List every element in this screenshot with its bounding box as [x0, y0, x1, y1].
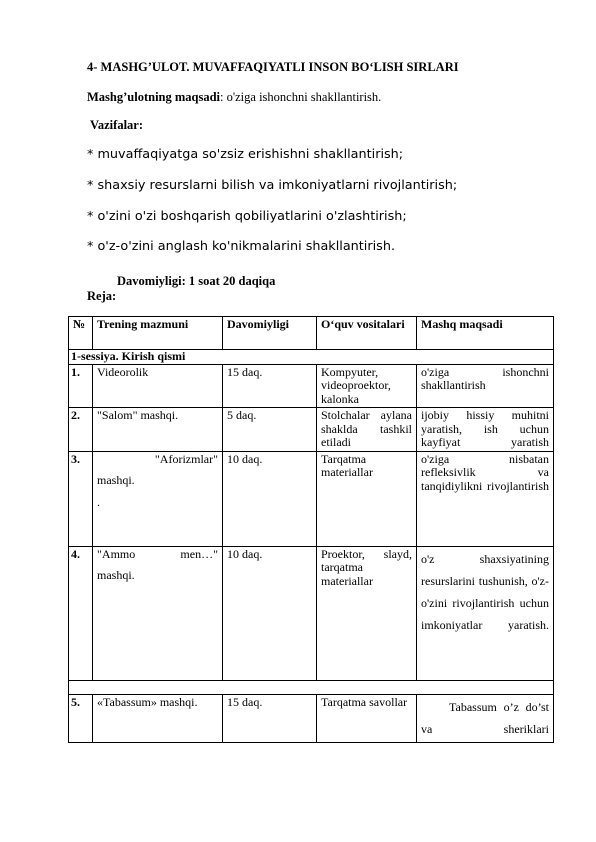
- row-content-line: mashqi.: [97, 473, 135, 487]
- row-content-line: "Ammo men…": [97, 546, 218, 561]
- row-number: 3.: [69, 451, 93, 546]
- task-item: * muvaffaqiyatga so'zsiz erishishni shakllantirish;: [87, 147, 404, 162]
- row-number: 1.: [69, 364, 93, 408]
- task-item: * shaxsiy resurslarni bilish va imkoniyatlarni rivojlantirish;: [87, 178, 458, 193]
- row-tools: Stolchalar aylana shaklda tashkil etiladi: [317, 408, 417, 452]
- row-goal: ijobiy hissiy muhitni yaratish, ish uchun kayfiyat yaratish: [417, 408, 554, 452]
- row-content: Videorolik: [93, 364, 223, 408]
- header-goal: Mashq maqsadi: [417, 317, 554, 350]
- table-row: [69, 364, 554, 408]
- tasks-heading: Vazifalar:: [90, 118, 143, 132]
- row-time: 15 daq.: [223, 364, 317, 408]
- row-tools: Tarqatma savollar: [317, 694, 417, 742]
- table-row: [69, 546, 554, 680]
- table-row: [69, 451, 554, 546]
- plan-label: Reja:: [87, 289, 117, 303]
- goal-label: Mashg’ulotning maqsadi: [87, 90, 221, 104]
- row-goal: o'ziga ishonchni shakllantirish: [417, 364, 554, 408]
- row-time: 15 daq.: [223, 694, 317, 742]
- row-tools: Kompyuter, videoproektor, kalonka: [317, 364, 417, 408]
- plan-table: [68, 316, 554, 743]
- duration: Davomiyligi: 1 soat 20 daqiqa: [117, 274, 276, 288]
- session-title: 1-sessiya. Kirish qismi: [69, 350, 554, 365]
- row-number: 5.: [69, 694, 93, 742]
- row-content-line: "Aforizmlar": [154, 451, 218, 466]
- session-row: [69, 350, 554, 365]
- row-content: "Salom" mashqi.: [93, 408, 223, 452]
- header-number: №: [69, 317, 93, 350]
- lesson-goal: [87, 90, 381, 105]
- table-row: [69, 408, 554, 452]
- row-time: 10 daq.: [223, 451, 317, 546]
- header-tools: O‘quv vositalari: [317, 317, 417, 350]
- row-time: 5 daq.: [223, 408, 317, 452]
- lesson-title: 4- MASHG’ULOT. MUVAFFAQIYATLI INSON BO‘LISH SIRLARI: [87, 60, 459, 74]
- row-number: 4.: [69, 546, 93, 680]
- row-time: 10 daq.: [223, 546, 317, 680]
- row-content: [93, 451, 223, 546]
- table-header-row: [69, 317, 554, 350]
- header-content: Trening mazmuni: [93, 317, 223, 350]
- goal-text: : o'ziga ishonchni shakllantirish.: [220, 90, 382, 104]
- task-item: * o'z-o'zini anglash ko'nikmalarini shakllantirish.: [87, 239, 396, 254]
- row-tools: Proektor, slayd, tarqatma materiallar: [317, 546, 417, 680]
- row-content-line: .: [97, 494, 100, 509]
- task-item: * o'zini o'zi boshqarish qobiliyatlarini o'zlashtirish;: [87, 209, 407, 224]
- row-content-line: mashqi.: [97, 568, 135, 582]
- row-goal: o'ziga nisbatan refleksivlik va tanqidiylikni rivojlantirish: [417, 451, 554, 546]
- row-tools: Tarqatma materiallar: [317, 451, 417, 546]
- row-content: «Tabassum» mashqi.: [93, 694, 223, 742]
- row-goal: o'z shaxsiyatining resurslarini tushunish, o'z-o'zini rivojlantirish uchun imkoniyatlar yaratish.: [417, 546, 554, 680]
- table-spacer-row: [69, 680, 554, 694]
- row-content: [93, 546, 223, 680]
- header-duration: Davomiyligi: [223, 317, 317, 350]
- row-number: 2.: [69, 408, 93, 452]
- row-goal: Tabassum o’z do’st va sheriklari: [417, 694, 554, 742]
- table-row: [69, 694, 554, 742]
